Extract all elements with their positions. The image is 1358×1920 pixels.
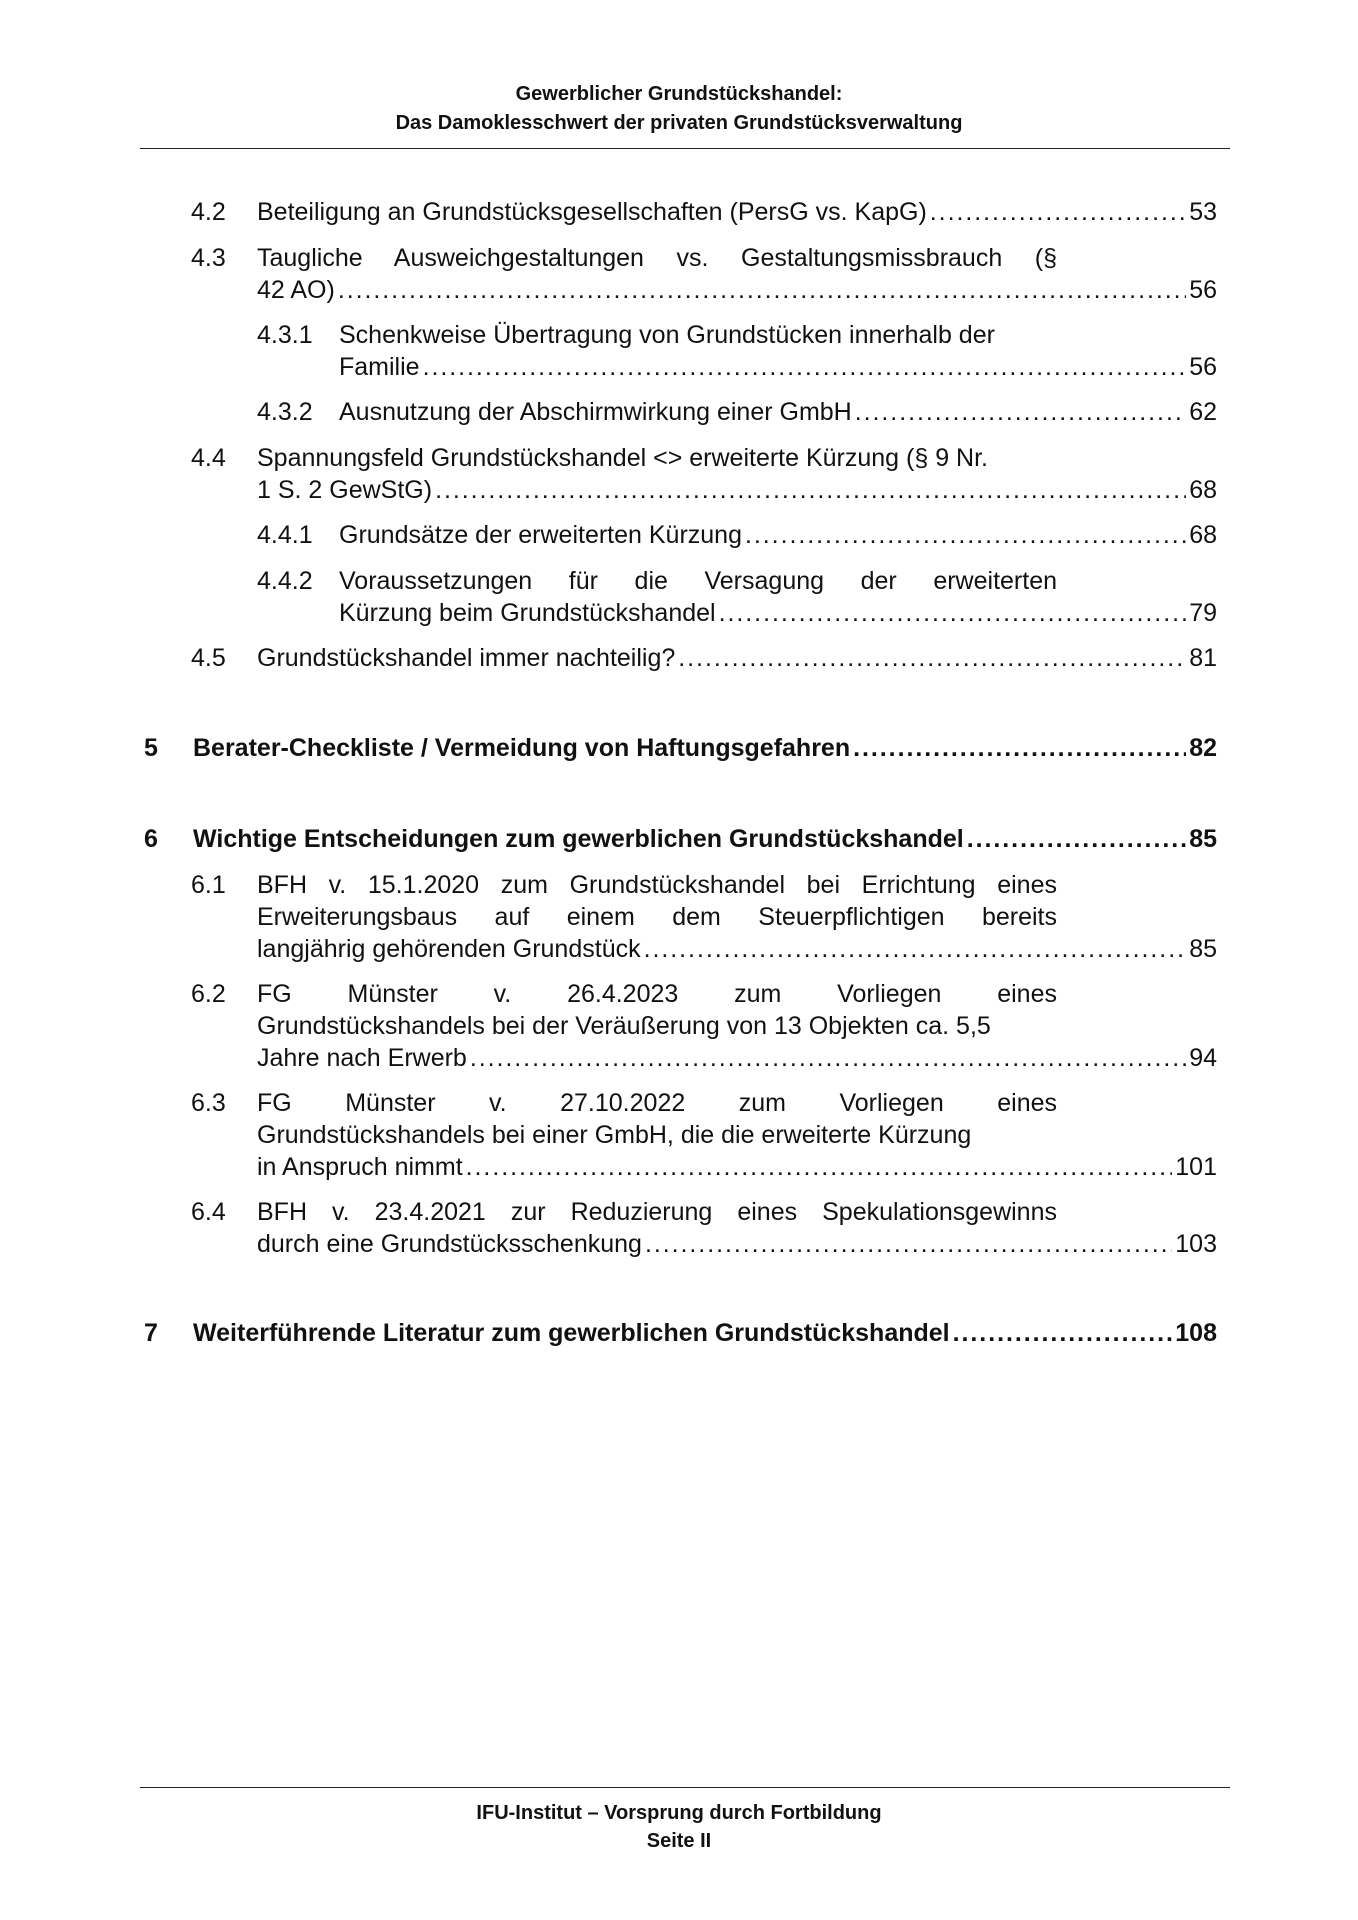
toc-page: 94 — [1189, 1044, 1217, 1072]
footer-institute: IFU-Institut – Vorsprung durch Fortbildung — [476, 1802, 882, 1824]
toc-entry-6[interactable] — [144, 823, 1217, 855]
toc-number: 6.3 — [191, 1089, 226, 1117]
toc-number: 7 — [144, 1319, 158, 1347]
toc-page: 81 — [1189, 644, 1217, 672]
toc-entry-6-3[interactable] — [191, 1087, 1217, 1183]
toc-entry-4-4-2[interactable] — [257, 565, 1217, 629]
toc-title: Ausnutzung der Abschirmwirkung einer GmbH — [339, 398, 852, 426]
header-subtitle: Das Damoklesschwert der privaten Grundstücksverwaltung — [395, 112, 963, 134]
toc-page: 53 — [1189, 198, 1217, 226]
toc-number: 4.3.2 — [257, 398, 313, 426]
toc-page: 82 — [1189, 734, 1217, 762]
toc-leader — [745, 519, 1186, 551]
footer-rule — [140, 1787, 1230, 1788]
toc-entry-6-1[interactable] — [191, 869, 1217, 965]
toc-page: 101 — [1175, 1153, 1217, 1181]
toc-title: 42 AO) — [257, 276, 335, 304]
toc-title-line: Grundstückshandels bei der Veräußerung von 13 Objekten ca. 5,5 — [257, 1012, 991, 1040]
toc-title: Familie — [339, 353, 420, 381]
toc-page: 56 — [1189, 353, 1217, 381]
footer-page-number: Seite II — [646, 1830, 712, 1852]
toc-title-line: Erweiterungsbaus auf einem dem Steuerpflichtigen bereits — [257, 903, 1057, 931]
toc-leader — [470, 1042, 1186, 1074]
toc-leader — [645, 1228, 1172, 1260]
toc-leader — [855, 396, 1186, 428]
toc-title-line: Spannungsfeld Grundstückshandel <> erweiterte Kürzung (§ 9 Nr. — [257, 444, 988, 472]
toc-number: 4.3.1 — [257, 321, 313, 349]
toc-leader — [435, 474, 1186, 506]
toc-title-line: FG Münster v. 26.4.2023 zum Vorliegen eines — [257, 980, 1057, 1008]
toc-leader — [678, 642, 1186, 674]
toc-leader — [719, 597, 1187, 629]
toc-title: durch eine Grundstücksschenkung — [257, 1230, 642, 1258]
toc-leader — [466, 1151, 1173, 1183]
toc-entry-4-2[interactable] — [191, 196, 1217, 228]
page-header — [0, 80, 1358, 138]
toc-entry-4-3-2[interactable] — [257, 396, 1217, 428]
toc-entry-4-4[interactable] — [191, 442, 1217, 506]
toc-entry-6-4[interactable] — [191, 1196, 1217, 1260]
toc-page: 79 — [1189, 599, 1217, 627]
toc-title-line: Grundstückshandels bei einer GmbH, die die erweiterte Kürzung — [257, 1121, 972, 1149]
toc-title-line: BFH v. 15.1.2020 zum Grundstückshandel bei Errichtung eines — [257, 871, 1057, 899]
toc-title: langjährig gehörenden Grundstück — [257, 935, 641, 963]
toc-entry-4-4-1[interactable] — [257, 519, 1217, 551]
toc-entry-6-2[interactable] — [191, 978, 1217, 1074]
toc-title: Kürzung beim Grundstückshandel — [339, 599, 716, 627]
toc-title: Berater-Checkliste / Vermeidung von Haftungsgefahren — [193, 734, 851, 762]
toc-number: 4.4.2 — [257, 567, 313, 595]
toc-page: 68 — [1189, 521, 1217, 549]
toc-leader — [967, 823, 1186, 855]
toc-title-line: FG Münster v. 27.10.2022 zum Vorliegen eines — [257, 1089, 1057, 1117]
toc-title-line: Voraussetzungen für die Versagung der erweiterten — [339, 567, 1057, 595]
toc-page: 103 — [1175, 1230, 1217, 1258]
toc-entry-4-3[interactable] — [191, 242, 1217, 306]
toc-number: 5 — [144, 734, 158, 762]
toc-page: 62 — [1189, 398, 1217, 426]
toc-title: Jahre nach Erwerb — [257, 1044, 467, 1072]
header-rule — [140, 148, 1230, 149]
toc-number: 4.4.1 — [257, 521, 313, 549]
toc-number: 6 — [144, 825, 158, 853]
toc-leader — [644, 933, 1187, 965]
toc-title: Wichtige Entscheidungen zum gewerblichen Grundstückshandel — [193, 825, 964, 853]
toc-leader — [953, 1317, 1173, 1349]
toc-number: 6.2 — [191, 980, 226, 1008]
toc-leader — [930, 196, 1186, 228]
toc-title: 1 S. 2 GewStG) — [257, 476, 433, 504]
toc-page: 85 — [1189, 935, 1217, 963]
toc-leader — [853, 732, 1186, 764]
toc-page: 108 — [1175, 1319, 1217, 1347]
toc-title-line: Schenkweise Übertragung von Grundstücken innerhalb der — [339, 321, 995, 349]
toc-title-line: BFH v. 23.4.2021 zur Reduzierung eines Spekulationsgewinns — [257, 1198, 1057, 1226]
toc-page: 85 — [1189, 825, 1217, 853]
toc-page: 56 — [1189, 276, 1217, 304]
header-title: Gewerblicher Grundstückshandel: — [515, 83, 843, 105]
toc-number: 4.4 — [191, 444, 226, 472]
toc-page: 68 — [1189, 476, 1217, 504]
toc-number: 6.1 — [191, 871, 226, 899]
toc-number: 4.3 — [191, 244, 226, 272]
page-footer — [0, 1799, 1358, 1855]
toc-leader — [423, 351, 1187, 383]
toc-entry-5[interactable] — [144, 732, 1217, 764]
toc-leader — [338, 274, 1186, 306]
toc-title-line: Taugliche Ausweichgestaltungen vs. Gestaltungsmissbrauch (§ — [257, 244, 1057, 272]
toc-entry-7[interactable] — [144, 1317, 1217, 1349]
toc-title: Grundsätze der erweiterten Kürzung — [339, 521, 742, 549]
toc-title: Grundstückshandel immer nachteilig? — [257, 644, 676, 672]
toc-title: Weiterführende Literatur zum gewerblichen Grundstückshandel — [193, 1319, 950, 1347]
toc-number: 4.2 — [191, 198, 226, 226]
toc-entry-4-5[interactable] — [191, 642, 1217, 674]
toc-entry-4-3-1[interactable] — [257, 319, 1217, 383]
toc-title: in Anspruch nimmt — [257, 1153, 463, 1181]
toc-number: 4.5 — [191, 644, 226, 672]
toc-number: 6.4 — [191, 1198, 226, 1226]
toc-title: Beteiligung an Grundstücksgesellschaften (PersG vs. KapG) — [257, 198, 927, 226]
